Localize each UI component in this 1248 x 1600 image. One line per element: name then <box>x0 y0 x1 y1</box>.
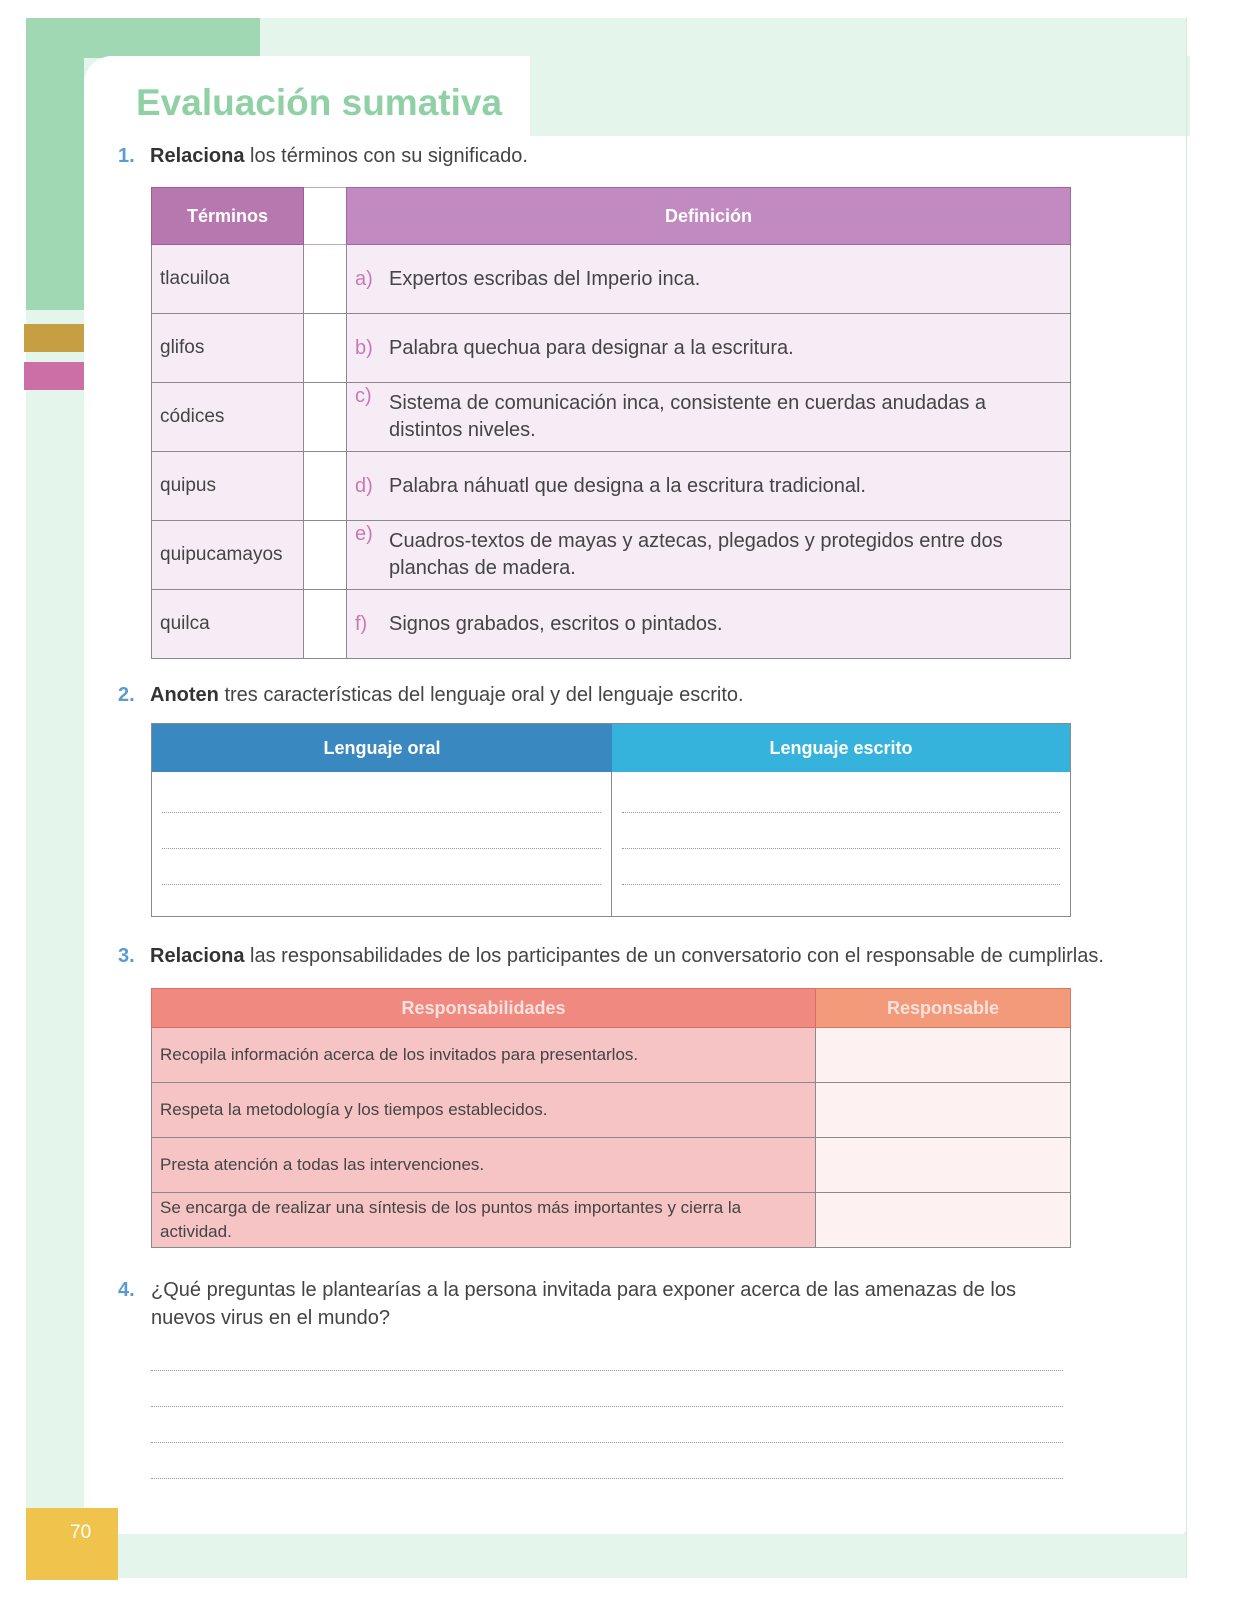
table-header <box>151 187 1071 245</box>
answer-line[interactable] <box>151 1442 1063 1443</box>
answer-line <box>622 812 1060 813</box>
definition-letter: f) <box>355 612 368 635</box>
answer-column-header <box>304 187 346 245</box>
term-cell: quipucamayos <box>151 521 304 590</box>
oral-language-header: Lenguaje oral <box>152 724 612 772</box>
table-row <box>151 452 1071 521</box>
right-margin-rule <box>1186 18 1187 1578</box>
question-4 <box>118 1276 150 1304</box>
definition-text: Expertos escribas del Imperio inca. <box>389 267 701 290</box>
definition-text: Palabra quechua para designar a la escritura. <box>389 336 794 359</box>
table-body <box>152 772 1070 916</box>
header-band-right <box>530 56 1190 136</box>
table-row <box>151 1138 1071 1193</box>
answer-line[interactable] <box>151 1478 1063 1479</box>
definition-cell <box>346 521 1071 590</box>
definition-text: Sistema de comunicación inca, consistente en cuerdas anudadas a distintos niveles. <box>389 392 987 441</box>
definition-letter: b) <box>355 336 373 359</box>
question-verb: Anoten <box>150 684 219 706</box>
written-answer-area[interactable] <box>612 772 1070 916</box>
definition-text: Cuadros-textos de mayas y aztecas, plegados y protegidos entre dos planchas de madera. <box>389 530 1003 579</box>
question-1 <box>118 142 528 170</box>
table-row <box>151 245 1071 314</box>
question-verb: Relaciona <box>150 945 245 967</box>
definition-letter: c) <box>355 385 372 407</box>
written-language-header: Lenguaje escrito <box>612 724 1070 772</box>
table-row <box>151 521 1071 590</box>
oral-answer-area[interactable] <box>152 772 612 916</box>
question-text: ¿Qué preguntas le plantearías a la persona invitada para exponer acerca de las amenazas de los nuevos virus en el mundo? <box>151 1279 1016 1329</box>
responsible-header: Responsable <box>816 988 1071 1028</box>
table-header <box>152 724 1070 772</box>
page-title: Evaluación sumativa <box>136 82 503 123</box>
answer-line[interactable] <box>151 1370 1063 1371</box>
definition-cell <box>346 245 1071 314</box>
question-number: 1. <box>118 145 135 167</box>
term-cell: quilca <box>151 590 304 659</box>
responsibility-cell: Recopila información acerca de los invitados para presentarlos. <box>151 1028 816 1083</box>
definition-text: Palabra náhuatl que designa a la escritura tradicional. <box>389 474 866 497</box>
question-number: 3. <box>118 945 135 967</box>
answer-line <box>622 884 1060 885</box>
responsible-answer-cell[interactable] <box>816 1083 1071 1138</box>
answer-line[interactable] <box>151 1406 1063 1407</box>
answer-cell[interactable] <box>304 521 346 590</box>
table-row <box>151 1193 1071 1248</box>
definition-cell <box>346 452 1071 521</box>
answer-line <box>622 848 1060 849</box>
answer-line <box>162 812 601 813</box>
definition-letter: d) <box>355 474 373 497</box>
table-row <box>151 314 1071 383</box>
term-cell: quipus <box>151 452 304 521</box>
term-cell: tlacuiloa <box>151 245 304 314</box>
responsibility-cell: Respeta la metodología y los tiempos establecidos. <box>151 1083 816 1138</box>
definition-cell <box>346 314 1071 383</box>
green-corner-block <box>26 18 260 58</box>
page-bottom-band <box>26 1532 1186 1578</box>
definition-cell <box>346 383 1071 452</box>
responsibility-cell: Presta atención a todas las intervenciones. <box>151 1138 816 1193</box>
question-text: los términos con su significado. <box>244 145 528 167</box>
answer-cell[interactable] <box>304 314 346 383</box>
answer-line <box>162 884 601 885</box>
question-text: tres características del lenguaje oral y del lenguaje escrito. <box>218 684 744 706</box>
language-comparison-table <box>151 723 1071 917</box>
definition-letter: e) <box>355 523 373 545</box>
responsibilities-header: Responsabilidades <box>151 988 816 1028</box>
term-cell: glifos <box>151 314 304 383</box>
responsible-answer-cell[interactable] <box>816 1028 1071 1083</box>
responsibilities-table <box>151 988 1071 1248</box>
responsible-answer-cell[interactable] <box>816 1193 1071 1248</box>
page-number: 70 <box>26 1508 118 1580</box>
green-side-strip <box>26 18 84 310</box>
terms-header: Términos <box>151 187 304 245</box>
question-text: las responsabilidades de los participantes de un conversatorio con el responsable de cumplirlas. <box>244 945 1104 967</box>
pink-margin-mark <box>24 362 84 390</box>
table-row <box>151 590 1071 659</box>
question-verb: Relaciona <box>150 145 245 167</box>
responsible-answer-cell[interactable] <box>816 1138 1071 1193</box>
answer-line <box>162 848 601 849</box>
answer-cell[interactable] <box>304 245 346 314</box>
answer-cell[interactable] <box>304 452 346 521</box>
question-number: 4. <box>118 1279 135 1301</box>
table-row <box>151 1028 1071 1083</box>
definition-text: Signos grabados, escritos o pintados. <box>389 612 723 635</box>
question-2 <box>118 681 744 709</box>
answer-cell[interactable] <box>304 383 346 452</box>
question-number: 2. <box>118 684 135 706</box>
gold-margin-mark <box>24 324 84 352</box>
definition-cell <box>346 590 1071 659</box>
definition-letter: a) <box>355 267 373 290</box>
definition-header: Definición <box>346 187 1071 245</box>
question-3 <box>118 942 1104 970</box>
table-row <box>151 1083 1071 1138</box>
table-header <box>151 988 1071 1028</box>
term-cell: códices <box>151 383 304 452</box>
table-row <box>151 383 1071 452</box>
answer-cell[interactable] <box>304 590 346 659</box>
responsibility-cell: Se encarga de realizar una síntesis de los puntos más importantes y cierra la actividad. <box>151 1193 816 1248</box>
terms-definitions-table <box>151 187 1071 659</box>
